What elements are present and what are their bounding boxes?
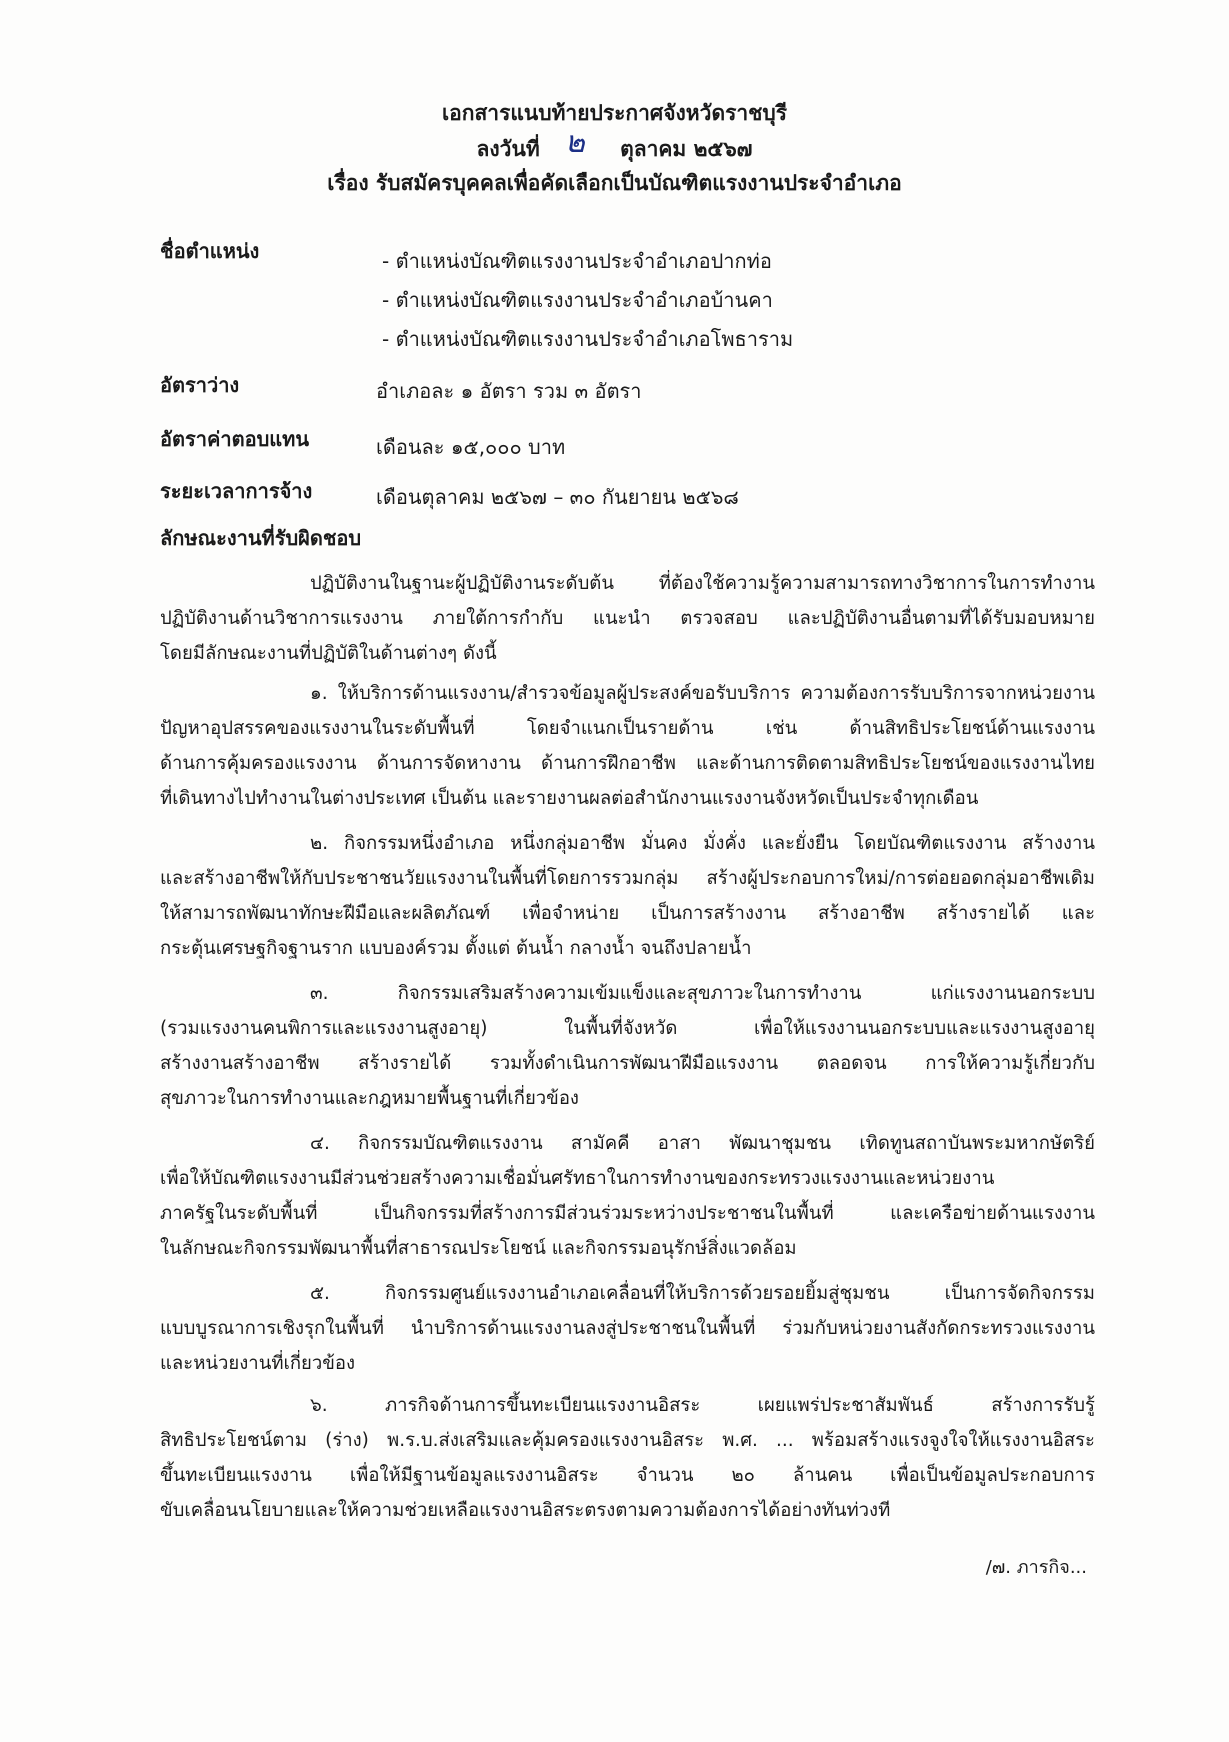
- intro-paragraph: [160, 566, 1095, 671]
- paragraph-line: ปฏิบัติงานในฐานะผู้ปฏิบัติงานระดับต้น ที่ต้องใช้ความรู้ความสามารถทางวิชาการในการทำงาน: [310, 573, 1095, 594]
- paragraph-line: สุขภาวะในการทำงานและกฎหมายพื้นฐานที่เกี่ยวข้อง: [160, 1088, 579, 1109]
- position-item: - ตำแหน่งบัณฑิตแรงงานประจำอำเภอบ้านคา: [382, 288, 773, 312]
- paragraph-line: ที่เดินทางไปทำงานในต่างประเทศ เป็นต้น และรายงานผลต่อสำนักงานแรงงานจังหวัดเป็นประจำทุกเดือน: [160, 788, 979, 809]
- paragraph-line: และหน่วยงานที่เกี่ยวข้อง: [160, 1353, 356, 1374]
- position-item: - ตำแหน่งบัณฑิตแรงงานประจำอำเภอโพธาราม: [382, 327, 794, 351]
- document-header: [0, 96, 1229, 200]
- paragraph-line: และสร้างอาชีพให้กับประชาชนวัยแรงงานในพื้นที่โดยการรวมกลุ่ม สร้างผู้ประกอบการใหม่/การต่อยอดกลุ่มอาชีพเดิม: [160, 868, 1095, 889]
- paragraph-line: ปฏิบัติงานด้านวิชาการแรงงาน ภายใต้การกำกับ แนะนำ ตรวจสอบ และปฏิบัติงานอื่นตามที่ได้รับมอบหมาย: [160, 608, 1095, 629]
- employment-period-label: ระยะเวลาการจ้าง: [160, 479, 313, 503]
- responsibilities-title: ลักษณะงานที่รับผิดชอบ: [160, 526, 362, 550]
- header-title: เอกสารแนบท้ายประกาศจังหวัดราชบุรี: [441, 101, 788, 125]
- paragraph-line: แบบบูรณาการเชิงรุกในพื้นที่ นำบริการด้านแรงงานลงสู่ประชาชนในพื้นที่ ร่วมกับหน่วยงานสังกัดกระทรวงแรงงาน: [160, 1318, 1095, 1339]
- position-item: - ตำแหน่งบัณฑิตแรงงานประจำอำเภอปากท่อ: [382, 249, 772, 273]
- paragraph-line: (รวมแรงงานคนพิการและแรงงานสูงอายุ) ในพื้นที่จังหวัด เพื่อให้แรงงานนอกระบบและแรงงานสูงอายุ: [160, 1018, 1095, 1039]
- paragraph-line: กระตุ้นเศรษฐกิจฐานราก แบบองค์รวม ตั้งแต่ ต้นน้ำ กลางน้ำ จนถึงปลายน้ำ: [160, 938, 752, 959]
- position-list: [382, 242, 793, 359]
- position-label: ชื่อตำแหน่ง: [160, 239, 260, 263]
- paragraph-line: สิทธิประโยชน์ตาม (ร่าง) พ.ร.บ.ส่งเสริมและคุ้มครองแรงงานอิสระ พ.ศ. ... พร้อมสร้างแรงจูงใจให้แรงงานอิสระ: [160, 1430, 1095, 1451]
- handwritten-day: ๒: [564, 125, 585, 160]
- paragraph-line: ภาครัฐในระดับพื้นที่ เป็นกิจกรรมที่สร้างการมีส่วนร่วมระหว่างประชาชนในพื้นที่ และเครือข่ายด้านแรงงาน: [160, 1203, 1095, 1224]
- vacancy-value: อำเภอละ ๑ อัตรา รวม ๓ อัตรา: [376, 379, 642, 403]
- compensation-value: เดือนละ ๑๕,๐๐๐ บาท: [376, 435, 566, 459]
- paragraph-line: ปัญหาอุปสรรคของแรงงานในระดับพื้นที่ โดยจำแนกเป็นรายด้าน เช่น ด้านสิทธิประโยชน์ด้านแรงงาน: [160, 718, 1095, 739]
- paragraph-line: โดยมีลักษณะงานที่ปฏิบัติในด้านต่างๆ ดังนี้: [160, 643, 497, 664]
- responsibility-item-6: [160, 1388, 1095, 1528]
- date-prefix: ลงวันที่: [476, 137, 540, 161]
- paragraph-line: ขับเคลื่อนนโยบายและให้ความช่วยเหลือแรงงานอิสระตรงตามความต้องการได้อย่างทันท่วงที: [160, 1500, 891, 1521]
- responsibility-item-5: [160, 1276, 1095, 1381]
- responsibility-item-3: [160, 976, 1095, 1116]
- responsibility-item-4: [160, 1126, 1095, 1266]
- vacancy-label: อัตราว่าง: [160, 373, 240, 397]
- paragraph-line: ๔. กิจกรรมบัณฑิตแรงงาน สามัคคี อาสา พัฒนาชุมชน เทิดทูนสถาบันพระมหากษัตริย์: [310, 1133, 1095, 1154]
- paragraph-line: ๖. ภารกิจด้านการขึ้นทะเบียนแรงงานอิสระ เผยแพร่ประชาสัมพันธ์ สร้างการรับรู้: [310, 1395, 1095, 1416]
- paragraph-line: เพื่อให้บัณฑิตแรงงานมีส่วนช่วยสร้างความเชื่อมั่นศรัทธาในการทำงานของกระทรวงแรงงานและหน่วยงาน: [160, 1168, 995, 1189]
- paragraph-line: ให้สามารถพัฒนาทักษะฝีมือและผลิตภัณฑ์ เพื่อจำหน่าย เป็นการสร้างงาน สร้างอาชีพ สร้างรายได้ และ: [160, 903, 1095, 924]
- compensation-label: อัตราค่าตอบแทน: [160, 427, 310, 451]
- header-date: [0, 125, 1229, 166]
- date-rest: ตุลาคม ๒๕๖๗: [620, 137, 753, 161]
- paragraph-line: ๒. กิจกรรมหนึ่งอำเภอ หนึ่งกลุ่มอาชีพ มั่นคง มั่งคั่ง และยั่งยืน โดยบัณฑิตแรงงาน สร้างงาน: [310, 833, 1095, 854]
- paragraph-line: ในลักษณะกิจกรรมพัฒนาพื้นที่สาธารณประโยชน์ และกิจกรรมอนุรักษ์สิ่งแวดล้อม: [160, 1238, 797, 1259]
- continuation-marker: /๗. ภารกิจ...: [985, 1557, 1087, 1578]
- paragraph-line: ด้านการคุ้มครองแรงงาน ด้านการจัดหางาน ด้านการฝึกอาชีพ และด้านการติดตามสิทธิประโยชน์ของแรงงานไทย: [160, 753, 1095, 774]
- paragraph-line: ๓. กิจกรรมเสริมสร้างความเข้มแข็งและสุขภาวะในการทำงาน แก่แรงงานนอกระบบ: [310, 983, 1095, 1004]
- paragraph-line: ขึ้นทะเบียนแรงงาน เพื่อให้มีฐานข้อมูลแรงงานอิสระ จำนวน ๒๐ ล้านคน เพื่อเป็นข้อมูลประกอบการ: [160, 1465, 1095, 1486]
- paragraph-line: ๕. กิจกรรมศูนย์แรงงานอำเภอเคลื่อนที่ให้บริการด้วยรอยยิ้มสู่ชุมชน เป็นการจัดกิจกรรม: [310, 1283, 1095, 1304]
- header-subject: เรื่อง รับสมัครบุคคลเพื่อคัดเลือกเป็นบัณฑิตแรงงานประจำอำเภอ: [327, 171, 902, 195]
- paragraph-line: ๑. ให้บริการด้านแรงงาน/สำรวจข้อมูลผู้ประสงค์ขอรับบริการ ความต้องการรับบริการจากหน่วยงาน: [310, 683, 1095, 704]
- employment-period-value: เดือนตุลาคม ๒๕๖๗ – ๓๐ กันยายน ๒๕๖๘: [376, 485, 739, 509]
- paragraph-line: สร้างงานสร้างอาชีพ สร้างรายได้ รวมทั้งดำเนินการพัฒนาฝีมือแรงงาน ตลอดจน การให้ความรู้เกี่ยวกับ: [160, 1053, 1095, 1074]
- responsibility-item-2: [160, 826, 1095, 966]
- responsibility-item-1: [160, 676, 1095, 816]
